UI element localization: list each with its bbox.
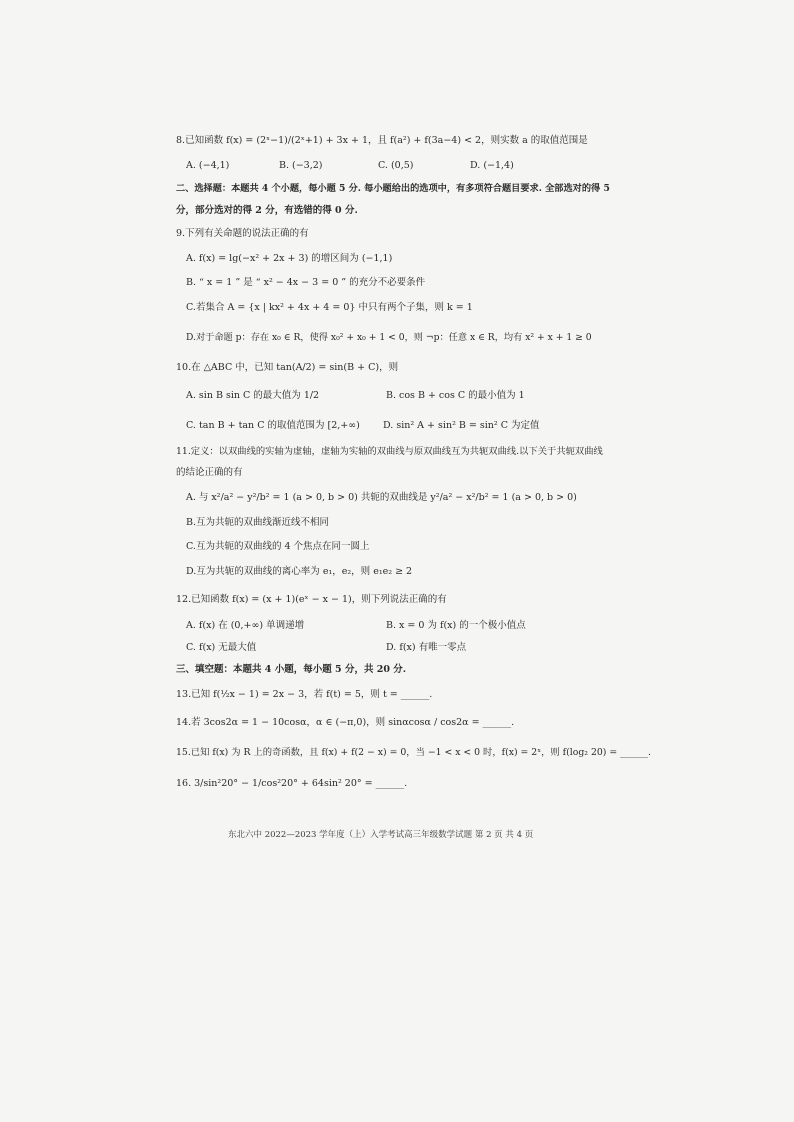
q9-stem: 9.下列有关命题的说法正确的有 (176, 228, 309, 239)
q11-stem-line1: 11.定义：以双曲线的实轴为虚轴，虚轴为实轴的双曲线与原双曲线互为共轭双曲线.以下关于共轭双曲线 (176, 446, 603, 457)
q14: 14.若 3cos2α = 1 − 10cosα，α ∈ (−π,0)，则 sinαcosα / cos2α = ______. (176, 717, 515, 728)
q12-stem: 12.已知函数 f(x) = (x + 1)(eˣ − x − 1)，则下列说法正确的有 (176, 594, 447, 605)
q11-option-a: A. 与 x²/a² − y²/b² = 1 (a > 0, b > 0) 共轭的双曲线是 y²/a² − x²/b² = 1 (a > 0, b > 0) (186, 492, 577, 503)
q16: 16. 3/sin²20° − 1/cos²20° + 64sin² 20° = ______. (176, 778, 408, 789)
q9-option-b: B. “ x = 1 ” 是 “ x² − 4x − 3 = 0 ” 的充分不必要条件 (186, 277, 426, 288)
q10-stem: 10.在 △ABC 中，已知 tan(A/2) = sin(B + C)，则 (176, 362, 399, 373)
q8-option-d: D. (−1,4) (470, 160, 514, 171)
q9-option-d: D.对于命题 p：存在 x₀ ∈ R，使得 x₀² + x₀ + 1 < 0，则 ¬p：任意 x ∈ R，均有 x² + x + 1 ≥ 0 (186, 332, 592, 343)
q12-option-a: A. f(x) 在 (0,+∞) 单调递增 (186, 620, 305, 631)
q9-option-a: A. f(x) = lg(−x² + 2x + 3) 的增区间为 (−1,1) (186, 253, 393, 264)
q10-option-c: C. tan B + tan C 的取值范围为 [2,+∞) (186, 420, 360, 431)
q12-option-b: B. x = 0 为 f(x) 的一个极小值点 (386, 620, 526, 631)
q10-option-b: B. cos B + cos C 的最小值为 1 (386, 390, 525, 401)
q11-option-c: C.互为共轭的双曲线的 4 个焦点在同一圆上 (186, 541, 370, 552)
q13: 13.已知 f(½x − 1) = 2x − 3，若 f(t) = 5，则 t = ______. (176, 689, 433, 700)
q12-option-d: D. f(x) 有唯一零点 (386, 642, 467, 653)
q10-option-a: A. sin B sin C 的最大值为 1/2 (186, 390, 320, 401)
q8-stem: 8.已知函数 f(x) = (2ˣ−1)/(2ˣ+1) + 3x + 1，且 f(a²) + f(3a−4) < 2，则实数 a 的取值范围是 (176, 135, 588, 146)
q8-option-c: C. (0,5) (378, 160, 414, 171)
q11-stem-line2: 的结论正确的有 (176, 467, 243, 478)
q15: 15.已知 f(x) 为 R 上的奇函数，且 f(x) + f(2 − x) = 0，当 −1 < x < 0 时，f(x) = 2ˣ，则 f(log₂ 20) = ______. (176, 747, 651, 758)
q8-option-b: B. (−3,2) (279, 160, 323, 171)
section2-header-line2: 分，部分选对的得 2 分，有选错的得 0 分. (176, 205, 358, 216)
q11-option-d: D.互为共轭的双曲线的离心率为 e₁，e₂，则 e₁e₂ ≥ 2 (186, 566, 413, 577)
page-footer: 东北六中 2022—2023 学年度（上）入学考试高三年级数学试题 第 2 页 共 4 页 (228, 830, 534, 840)
q10-option-d: D. sin² A + sin² B = sin² C 为定值 (383, 420, 540, 431)
q9-option-c: C.若集合 A = {x | kx² + 4x + 4 = 0} 中只有两个子集，则 k = 1 (186, 302, 473, 313)
section3-header: 三、填空题：本题共 4 小题，每小题 5 分，共 20 分. (176, 664, 407, 675)
q8-option-a: A. (−4,1) (186, 160, 230, 171)
q11-option-b: B.互为共轭的双曲线渐近线不相同 (186, 517, 330, 528)
section2-header-line1: 二、选择题：本题共 4 个小题，每小题 5 分. 每小题给出的选项中，有多项符合题目要求. 全部选对的得 5 (176, 183, 610, 194)
q12-option-c: C. f(x) 无最大值 (186, 642, 257, 653)
